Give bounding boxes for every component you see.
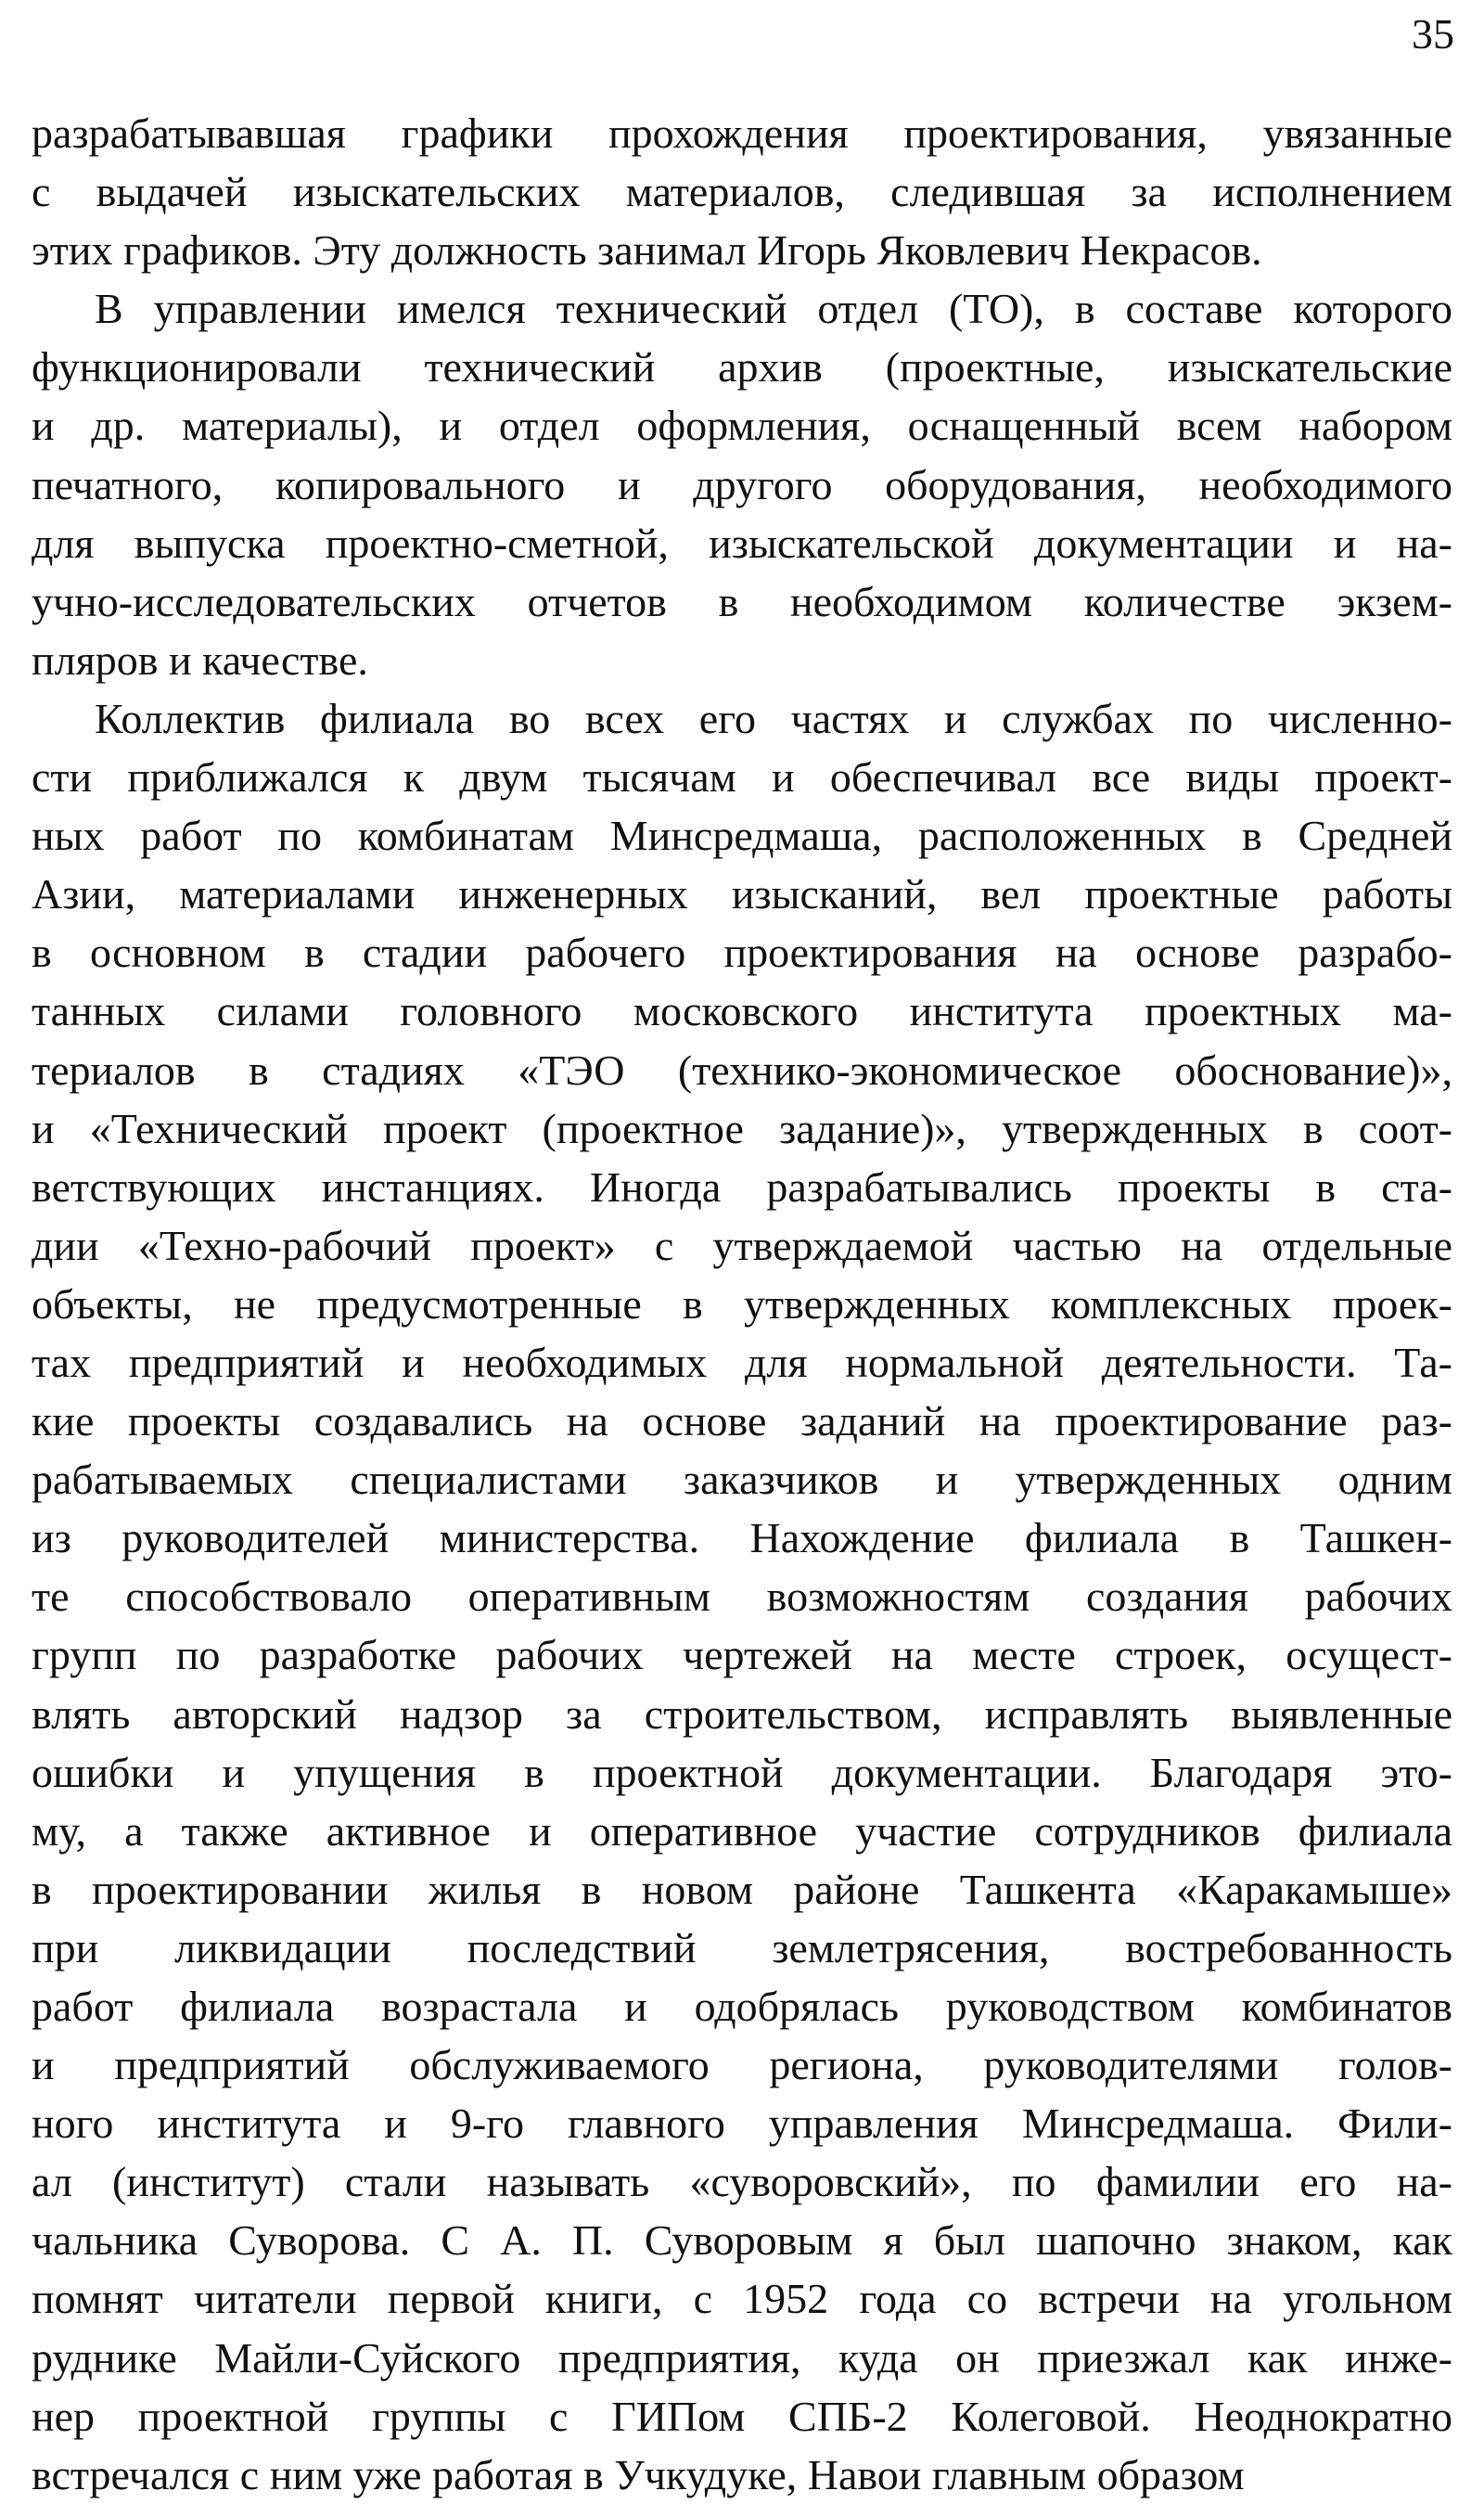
text-line: териалов в стадиях «ТЭО (технико-экономическое обоснование)»,: [32, 1046, 1452, 1094]
text-line: кие проекты создавались на основе заданий на проектирование раз-: [32, 1397, 1452, 1445]
text-line: ветствующих инстанциях. Иногда разрабатывались проекты в ста-: [32, 1162, 1452, 1211]
text-line: и предприятий обслуживаемого региона, руководителями голов-: [32, 2041, 1452, 2089]
text-line: руднике Майли-Суйского предприятия, куда он приезжал как инже-: [32, 2333, 1452, 2382]
text-line: ного института и 9-го главного управления Минсредмаша. Фили-: [32, 2100, 1452, 2148]
text-line: при ликвидации последствий землетрясения, востребованность: [32, 1923, 1452, 1971]
text-line: с выдачей изыскательских материалов, следившая за исполнением: [32, 168, 1452, 216]
text-line: для выпуска проектно-сметной, изыскательской документации и на-: [32, 519, 1452, 567]
paragraph: [32, 104, 1452, 279]
text-line: групп по разработке рабочих чертежей на месте строек, осущест-: [32, 1631, 1452, 1679]
text-line: рабатываемых специалистами заказчиков и утвержденных одним: [32, 1456, 1452, 1504]
text-line: этих графиков. Эту должность занимал Игорь Яковлевич Некрасов.: [32, 226, 1262, 275]
page-number: 35: [1412, 10, 1454, 58]
text-line: разрабатывавшая графики прохождения проектирования, увязанные: [32, 109, 1452, 157]
text-line: танных силами головного московского института проектных ма-: [32, 987, 1452, 1035]
text-line: те способствовало оперативным возможностям создания рабочих: [32, 1573, 1452, 1621]
text-line: Азии, материалами инженерных изысканий, вел проектные работы: [32, 870, 1452, 918]
text-line: В управлении имелся технический отдел (ТО), в составе которого: [95, 285, 1452, 333]
text-line: работ филиала возрастала и одобрялась руководством комбинатов: [32, 1983, 1452, 2030]
text-line: и др. материалы), и отдел оформления, оснащенный всем набором: [32, 402, 1452, 450]
text-line: встречался с ним уже работая в Учкудуке, Навои главным образом: [32, 2450, 1245, 2498]
text-line: ал (институт) стали называть «суворовский», по фамилии его на-: [32, 2158, 1452, 2206]
text-line: му, а также активное и оперативное участие сотрудников филиала: [32, 1806, 1452, 1855]
paragraph: [32, 689, 1452, 2504]
text-line: в проектировании жилья в новом районе Ташкента «Каракамыше»: [32, 1865, 1452, 1913]
text-line: ных работ по комбинатам Минсредмаша, расположенных в Средней: [32, 812, 1452, 860]
text-line: в основном в стадии рабочего проектирования на основе разрабо-: [32, 929, 1452, 977]
text-line: пляров и качестве.: [32, 636, 368, 684]
text-line: помнят читатели первой книги, с 1952 года со встречи на угольном: [32, 2275, 1452, 2323]
text-line: чальника Суворова. С А. П. Суворовым я был шапочно знаком, как: [32, 2216, 1452, 2265]
text-line: тах предприятий и необходимых для нормальной деятельности. Та-: [32, 1338, 1452, 1386]
text-line: функционировали технический архив (проектные, изыскательские: [32, 343, 1452, 392]
text-line: объекты, не предусмотренные в утвержденных комплексных проек-: [32, 1279, 1452, 1328]
text-line: влять авторский надзор за строительством, исправлять выявленные: [32, 1689, 1452, 1738]
text-body: [32, 104, 1452, 2504]
text-line: Коллектив филиала во всех его частях и службах по численно-: [95, 694, 1452, 742]
text-line: печатного, копировального и другого оборудования, необходимого: [32, 460, 1452, 508]
text-line: учно-исследовательских отчетов в необходимом количестве экзем-: [32, 577, 1452, 625]
text-line: из руководителей министерства. Нахождение филиала в Ташкен-: [32, 1514, 1452, 1562]
text-line: нер проектной группы с ГИПом СПБ-2 Колеговой. Неоднократно: [32, 2392, 1452, 2440]
text-line: сти приближался к двум тысячам и обеспечивал все виды проект-: [32, 753, 1452, 802]
text-line: ошибки и упущения в проектной документации. Благодаря это-: [32, 1748, 1452, 1796]
text-line: и «Технический проект (проектное задание)», утвержденных в соот-: [32, 1104, 1452, 1152]
paragraph: [32, 279, 1452, 689]
text-line: дии «Техно-рабочий проект» с утверждаемой частью на отдельные: [32, 1221, 1452, 1269]
